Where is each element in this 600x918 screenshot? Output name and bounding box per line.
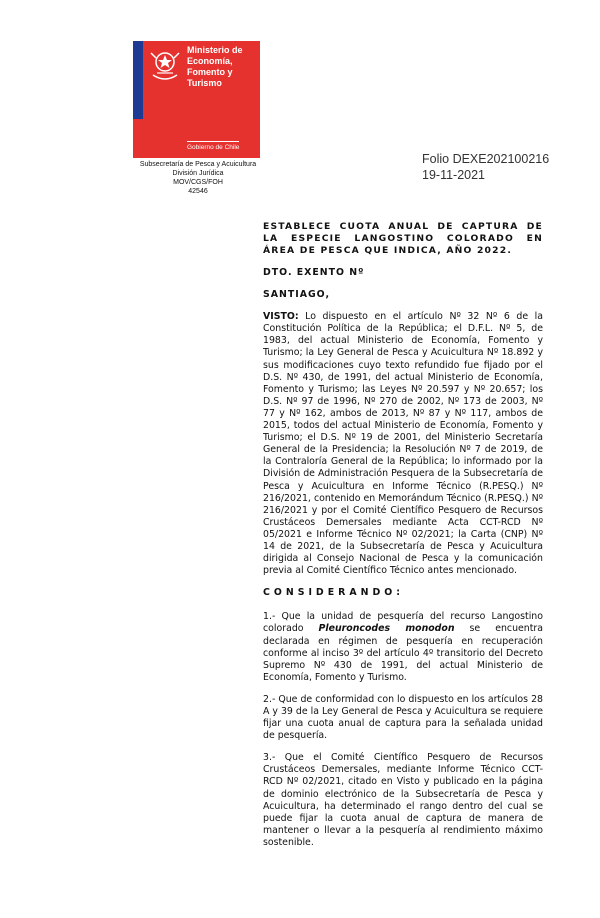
visto-text: Lo dispuesto en el artículo Nº 32 Nº 6 de la Constitución Política de la República; el D.F.L. Nº 5, de 1983, del actual Ministerio de Economía, Fomento y Turismo; la Ley General de Pesca y Acuicultura Nº 18.892 y sus modificaciones cuyo texto refundido fue fijado por el D.S. Nº 430, de 1991, del actual Ministerio de Economía, Fomento y Turismo; las Leyes Nº 20.597 y Nº 20.657; los D.S. Nº 97 de 1996, Nº 270 de 2002, Nº 173 de 2003, Nº 77 y Nº 162, ambos de 2013, Nº 87 y Nº 117, ambos de 2015, todos del actual Ministerio de Economía, Fomento y Turismo; el D.S. Nº 19 de 2001, del Ministerio Secretaría General de la Presidencia; la Resolución Nº 7 de 2019, de la Contraloría General de la República; lo informado por la División de Administración Pesquera de la Subsecretaría de Pesca y Acuicultura en Informe Técnico (R.PESQ.) Nº 216/2021, contenido en Memorándum Técnico (R.PESQ.) Nº 216/2021 y por el Comité Científico Pesquero de Recursos Crustáceos Demersales mediante Acta CCT-RCD Nº 05/2021 e Informe Técnico Nº 02/2021; la Carta (CNP) Nº 14 de 2021, de la Subsecretaría de Pesca y Acuicultura dirigida al Consejo Nacional de Pesca y la comunicación previa al Comité Científico Técnico antes mencionado. xyxy=(263,311,543,577)
folio-number: Folio DEXE202100216 xyxy=(422,152,550,166)
folio-block xyxy=(422,151,549,183)
decree-place: SANTIAGO, xyxy=(263,289,331,301)
department-block xyxy=(118,160,278,196)
dept-line: MOV/CGS/FOH xyxy=(173,179,223,186)
logo-ministry-name: Ministerio de Economía, Fomento y Turismo xyxy=(187,45,243,88)
logo-gobierno-label: Gobierno de Chile xyxy=(187,141,239,151)
dept-line: 42546 xyxy=(188,188,208,195)
decree-number: DTO. EXENTO Nº xyxy=(263,267,365,278)
species-name: Pleuroncodes monodon xyxy=(318,623,455,635)
coat-of-arms-icon xyxy=(147,45,183,85)
considerando-item-3: 3.- Que el Comité Científico Pesquero de Recursos Crustáceos Demersales, mediante Informe Técnico CCT-RCD Nº 02/2021, citado en Visto y publicado en la página de dominio electrónico de la Subsecretaría de Pesca y Acuicultura, ha determinado el rango dentro del cual se puede fijar la cuota anual de captura de manera de mantener o llevar a la pesquería al rendimiento máximo sostenible. xyxy=(263,752,543,848)
visto-label: VISTO: xyxy=(263,311,299,323)
dept-line: División Jurídica xyxy=(172,170,224,177)
logo-flag-stripe xyxy=(133,41,143,158)
considerando-item-2: 2.- Que de conformidad con lo dispuesto en los artículos 28 A y 39 de la Ley General de Pesca y Acuicultura se requiere fijar una cuota anual de captura para la señalada unidad de pesquería. xyxy=(263,693,543,742)
considerando-item-1: 1.- Que la unidad de pesquería del recurso Langostino colorado Pleuroncodes monodon se encuentra declarada en régimen de pesquería en recuperación conforme al inciso 3º del artículo 4º transitorio del Decreto Supremo Nº 430 de 1991, del actual Ministerio de Economía, Fomento y Turismo. xyxy=(263,611,544,683)
considerando-heading: CONSIDERANDO: xyxy=(263,587,404,599)
logo-body xyxy=(143,41,260,158)
dept-line: Subsecretaría de Pesca y Acuicultura xyxy=(139,161,257,168)
folio-date: 19-11-2021 xyxy=(422,168,486,182)
visto-paragraph xyxy=(263,311,543,577)
decree-title: ESTABLECE CUOTA ANUAL DE CAPTURA DE LA ESPECIE LANGOSTINO COLORADO EN ÁREA DE PESCA QUE INDICA, AÑO 2022. xyxy=(263,221,543,256)
document-body xyxy=(263,221,543,859)
ministry-logo xyxy=(133,41,260,158)
